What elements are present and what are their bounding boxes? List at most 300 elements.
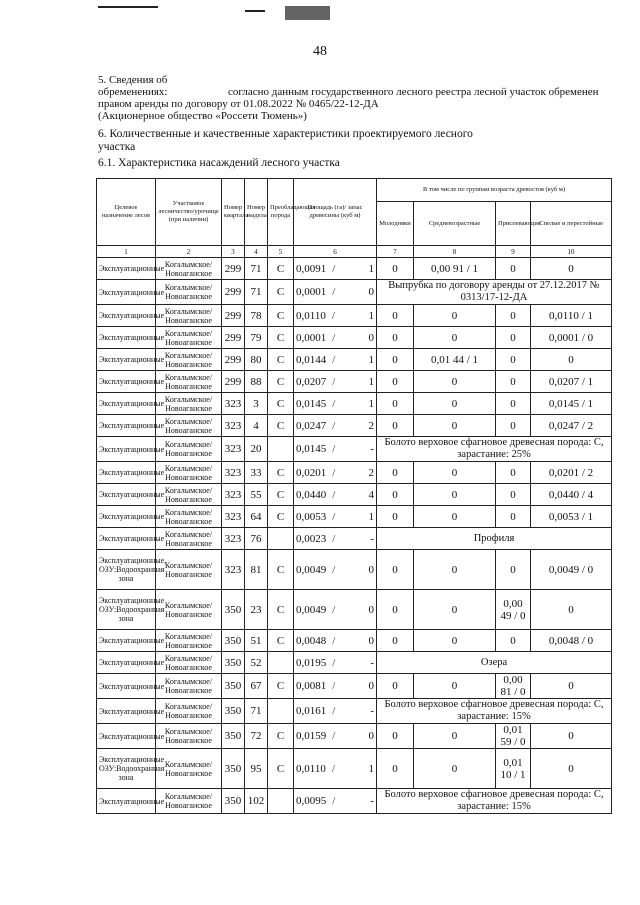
table-row — [97, 280, 612, 305]
volume-value: - — [370, 656, 374, 669]
purpose-cell: Эксплуатационные — [97, 437, 156, 462]
column-index-cell: 6 — [294, 246, 377, 258]
volume-value: 4 — [368, 488, 374, 501]
species-cell — [268, 528, 294, 550]
area-value: 0,0049 — [296, 603, 327, 616]
quarter-cell: 299 — [222, 280, 245, 305]
species-cell: С — [268, 258, 294, 280]
forestry-cell: Когалымское/ Новоаганское — [156, 462, 222, 484]
plot-cell: 88 — [245, 371, 268, 393]
species-cell: С — [268, 371, 294, 393]
species-cell: С — [268, 280, 294, 305]
note-cell: Болото верховое сфагновое древесная порода: С, зарастание: 15% — [377, 789, 612, 814]
plot-cell: 51 — [245, 630, 268, 652]
age-group-cell: 0 — [496, 550, 531, 590]
area-value: 0,0001 — [296, 286, 327, 298]
age-group-cell: 0 — [414, 484, 496, 506]
age-group-cell: 0,01 59 / 0 — [496, 724, 531, 749]
age-group-cell: 0 — [414, 371, 496, 393]
area-volume-cell — [294, 393, 377, 415]
volume-value: 0 — [368, 331, 374, 344]
forestry-cell: Когалымское/ Новоаганское — [156, 327, 222, 349]
quarter-cell: 350 — [222, 749, 245, 789]
age-group-cell: 0 — [377, 724, 414, 749]
area-value: 0,0247 — [296, 419, 327, 432]
table-row — [97, 550, 612, 590]
quarter-cell: 350 — [222, 724, 245, 749]
column-index-cell: 8 — [414, 246, 496, 258]
quarter-cell: 323 — [222, 528, 245, 550]
age-group-cell: 0 — [377, 327, 414, 349]
table-row — [97, 484, 612, 506]
scan-artifact — [285, 6, 330, 20]
age-group-cell: 0 — [496, 506, 531, 528]
slash-separator: / — [332, 730, 336, 742]
table-row — [97, 724, 612, 749]
volume-value: 1 — [368, 262, 374, 275]
age-group-cell: 0 — [496, 349, 531, 371]
volume-value: 2 — [368, 419, 374, 432]
age-group-cell: 0,0048 / 0 — [531, 630, 612, 652]
purpose-cell: Эксплуатационные — [97, 674, 156, 699]
forestry-cell: Когалымское/ Новоаганское — [156, 258, 222, 280]
volume-value: 1 — [368, 375, 374, 388]
area-volume-cell — [294, 699, 377, 724]
age-group-cell: 0 — [377, 371, 414, 393]
plot-cell: 72 — [245, 724, 268, 749]
area-value: 0,0145 — [296, 397, 327, 410]
header-species: Преобладающая порода — [268, 179, 294, 246]
column-index-cell: 7 — [377, 246, 414, 258]
purpose-cell: Эксплуатационные — [97, 528, 156, 550]
quarter-cell: 323 — [222, 550, 245, 590]
volume-value: - — [370, 795, 374, 807]
forestry-cell: Когалымское/ Новоаганское — [156, 437, 222, 462]
purpose-cell: Эксплуатационные — [97, 699, 156, 724]
forestry-cell: Когалымское/ Новоаганское — [156, 699, 222, 724]
age-group-cell: 0 — [377, 749, 414, 789]
area-volume-cell — [294, 724, 377, 749]
area-value: 0,0023 — [296, 532, 327, 545]
quarter-cell: 323 — [222, 506, 245, 528]
age-group-cell: 0,0001 / 0 — [531, 327, 612, 349]
area-volume-cell — [294, 630, 377, 652]
age-group-cell: 0 — [414, 550, 496, 590]
table-row — [97, 674, 612, 699]
slash-separator: / — [332, 262, 336, 275]
table-row — [97, 590, 612, 630]
age-group-cell: 0 — [377, 674, 414, 699]
plot-cell: 102 — [245, 789, 268, 814]
slash-separator: / — [332, 705, 336, 717]
species-cell — [268, 437, 294, 462]
age-group-cell: 0 — [496, 393, 531, 415]
forestry-cell: Когалымское/ Новоаганское — [156, 349, 222, 371]
purpose-cell: Эксплуатационные — [97, 415, 156, 437]
forestry-cell: Когалымское/ Новоаганское — [156, 393, 222, 415]
area-volume-cell — [294, 506, 377, 528]
area-volume-cell — [294, 674, 377, 699]
area-value: 0,0001 — [296, 331, 327, 344]
table-row — [97, 349, 612, 371]
scan-artifact — [245, 10, 265, 12]
area-value: 0,0145 — [296, 443, 327, 455]
species-cell: С — [268, 724, 294, 749]
area-value: 0,0440 — [296, 488, 327, 501]
table-row — [97, 789, 612, 814]
age-group-cell: 0 — [414, 749, 496, 789]
purpose-cell: Эксплуатационные — [97, 280, 156, 305]
age-group-cell: 0 — [377, 462, 414, 484]
column-index-cell: 1 — [97, 246, 156, 258]
volume-value: 0 — [368, 563, 374, 576]
slash-separator: / — [331, 309, 335, 322]
purpose-cell: Эксплуатационные — [97, 258, 156, 280]
volume-value: 1 — [368, 510, 374, 523]
volume-value: 0 — [368, 286, 374, 298]
species-cell: С — [268, 550, 294, 590]
area-volume-cell — [294, 305, 377, 327]
column-index-cell: 9 — [496, 246, 531, 258]
age-group-cell: 0,00 81 / 0 — [496, 674, 531, 699]
age-group-cell: 0,0201 / 2 — [531, 462, 612, 484]
age-group-cell: 0 — [414, 630, 496, 652]
area-volume-cell — [294, 349, 377, 371]
header-middle-aged: Средневозрастные — [414, 202, 496, 246]
forestry-cell: Когалымское/ Новоаганское — [156, 371, 222, 393]
area-volume-cell — [294, 258, 377, 280]
section6-title-line1: 6. Количественные и качественные характеристики проектируемого лесного — [98, 128, 473, 140]
area-volume-cell — [294, 652, 377, 674]
age-group-cell: 0,0247 / 2 — [531, 415, 612, 437]
species-cell: С — [268, 393, 294, 415]
age-group-cell: 0 — [531, 590, 612, 630]
age-group-cell: 0 — [377, 258, 414, 280]
area-value: 0,0144 — [296, 353, 327, 366]
purpose-cell: Эксплуатационные — [97, 724, 156, 749]
table-row — [97, 393, 612, 415]
area-volume-cell — [294, 437, 377, 462]
forestry-cell: Когалымское/ Новоаганское — [156, 528, 222, 550]
quarter-cell: 350 — [222, 699, 245, 724]
volume-value: 1 — [368, 309, 374, 322]
species-cell: С — [268, 305, 294, 327]
forestry-cell: Когалымское/ Новоаганское — [156, 305, 222, 327]
note-cell: Болото верховое сфагновое древесная порода: С, зарастание: 25% — [377, 437, 612, 462]
species-cell — [268, 789, 294, 814]
forestry-cell: Когалымское/ Новоаганское — [156, 674, 222, 699]
age-group-cell: 0 — [496, 258, 531, 280]
species-cell: С — [268, 415, 294, 437]
purpose-cell: Эксплуатационные — [97, 484, 156, 506]
area-volume-cell — [294, 462, 377, 484]
plot-cell: 78 — [245, 305, 268, 327]
age-group-cell: 0,0110 / 1 — [531, 305, 612, 327]
quarter-cell: 323 — [222, 415, 245, 437]
purpose-cell: Эксплуатационные — [97, 630, 156, 652]
plot-cell: 71 — [245, 280, 268, 305]
area-value: 0,0091 — [296, 262, 327, 275]
table-row — [97, 528, 612, 550]
plot-cell: 64 — [245, 506, 268, 528]
volume-value: 0 — [368, 680, 374, 692]
volume-value: 1 — [368, 762, 374, 775]
age-group-cell: 0 — [496, 371, 531, 393]
slash-separator: / — [331, 762, 335, 775]
age-group-cell: 0 — [531, 349, 612, 371]
area-value: 0,0161 — [296, 705, 327, 717]
area-volume-cell — [294, 327, 377, 349]
quarter-cell: 323 — [222, 437, 245, 462]
age-group-cell: 0 — [377, 349, 414, 371]
area-value: 0,0110 — [296, 762, 326, 775]
area-volume-cell — [294, 550, 377, 590]
age-group-cell: 0 — [414, 590, 496, 630]
age-group-cell: 0 — [496, 484, 531, 506]
age-group-cell: 0,0145 / 1 — [531, 393, 612, 415]
age-group-cell: 0,00 49 / 0 — [496, 590, 531, 630]
slash-separator: / — [332, 532, 336, 545]
age-group-cell: 0 — [414, 305, 496, 327]
header-maturing: Приспевающие — [496, 202, 531, 246]
age-group-cell: 0 — [496, 462, 531, 484]
volume-value: 0 — [368, 603, 374, 616]
age-group-cell: 0 — [414, 506, 496, 528]
section5-label: обременениях: — [98, 86, 168, 98]
quarter-cell: 299 — [222, 258, 245, 280]
age-group-cell: 0 — [414, 674, 496, 699]
quarter-cell: 299 — [222, 371, 245, 393]
purpose-cell: Эксплуатационные — [97, 506, 156, 528]
section5-text3: (Акционерное общество «Россети Тюмень») — [98, 110, 307, 122]
age-group-cell: 0,0207 / 1 — [531, 371, 612, 393]
forestry-cell: Когалымское/ Новоаганское — [156, 789, 222, 814]
table-row — [97, 630, 612, 652]
species-cell: С — [268, 749, 294, 789]
table-row — [97, 327, 612, 349]
volume-value: 1 — [368, 353, 374, 366]
slash-separator: / — [332, 795, 336, 807]
header-age-groups: В том числе по группам возраста древостоя (куб м) — [377, 179, 612, 202]
area-volume-cell — [294, 371, 377, 393]
area-value: 0,0081 — [296, 680, 327, 692]
volume-value: - — [370, 443, 374, 455]
slash-separator: / — [332, 419, 336, 432]
quarter-cell: 350 — [222, 652, 245, 674]
area-value: 0,0049 — [296, 563, 327, 576]
slash-separator: / — [332, 656, 336, 669]
area-volume-cell — [294, 528, 377, 550]
plot-cell: 95 — [245, 749, 268, 789]
table-row — [97, 415, 612, 437]
age-group-cell: 0 — [531, 724, 612, 749]
column-index-cell: 2 — [156, 246, 222, 258]
area-volume-cell — [294, 280, 377, 305]
plot-cell: 33 — [245, 462, 268, 484]
table-row — [97, 749, 612, 789]
slash-separator: / — [332, 353, 336, 366]
species-cell: С — [268, 590, 294, 630]
table-row — [97, 462, 612, 484]
purpose-cell: Эксплуатационные, ОЗУ:Водоохранная зона — [97, 550, 156, 590]
plot-cell: 81 — [245, 550, 268, 590]
plot-cell: 76 — [245, 528, 268, 550]
table-row — [97, 371, 612, 393]
age-group-cell: 0 — [496, 327, 531, 349]
header-purpose: Целевое назначение лесов — [97, 179, 156, 246]
scan-artifact — [98, 6, 158, 8]
note-cell: Болото верховое сфагновое древесная порода: С, зарастание: 15% — [377, 699, 612, 724]
age-group-cell: 0 — [414, 327, 496, 349]
purpose-cell: Эксплуатационные — [97, 371, 156, 393]
forestry-cell: Когалымское/ Новоаганское — [156, 590, 222, 630]
purpose-cell: Эксплуатационные — [97, 789, 156, 814]
age-group-cell: 0 — [531, 674, 612, 699]
area-value: 0,0095 — [296, 795, 327, 807]
slash-separator: / — [332, 466, 336, 479]
slash-separator: / — [332, 634, 336, 647]
volume-value: - — [370, 705, 374, 717]
table-row — [97, 437, 612, 462]
species-cell: С — [268, 349, 294, 371]
forestry-cell: Когалымское/ Новоаганское — [156, 630, 222, 652]
forestry-cell: Когалымское/ Новоаганское — [156, 652, 222, 674]
quarter-cell: 350 — [222, 630, 245, 652]
quarter-cell: 323 — [222, 393, 245, 415]
area-value: 0,0201 — [296, 466, 327, 479]
species-cell — [268, 652, 294, 674]
plot-cell: 20 — [245, 437, 268, 462]
age-group-cell: 0 — [496, 415, 531, 437]
purpose-cell: Эксплуатационные ОЗУ:Водоохранная зона — [97, 749, 156, 789]
forestry-cell: Когалымское/ Новоаганское — [156, 724, 222, 749]
area-volume-cell — [294, 484, 377, 506]
purpose-cell: Эксплуатационные — [97, 652, 156, 674]
quarter-cell: 350 — [222, 674, 245, 699]
purpose-cell: Эксплуатационные — [97, 393, 156, 415]
age-group-cell: 0 — [377, 484, 414, 506]
quarter-cell: 299 — [222, 305, 245, 327]
plot-cell: 52 — [245, 652, 268, 674]
species-cell: С — [268, 462, 294, 484]
area-value: 0,0195 — [296, 656, 327, 669]
species-cell: С — [268, 630, 294, 652]
area-volume-cell — [294, 749, 377, 789]
plot-cell: 67 — [245, 674, 268, 699]
forestry-cell: Когалымское/ Новоаганское — [156, 415, 222, 437]
plot-cell: 4 — [245, 415, 268, 437]
quarter-cell: 299 — [222, 349, 245, 371]
slash-separator: / — [332, 443, 336, 455]
column-index-cell: 5 — [268, 246, 294, 258]
column-index-row — [97, 246, 612, 258]
age-group-cell: 0 — [377, 305, 414, 327]
area-value: 0,0207 — [296, 375, 327, 388]
plot-cell: 71 — [245, 699, 268, 724]
section6-subtitle: 6.1. Характеристика насаждений лесного участка — [98, 157, 340, 169]
slash-separator: / — [332, 603, 336, 616]
plot-cell: 71 — [245, 258, 268, 280]
header-forestry: Участковое лесничество/урочище (при наличии) — [156, 179, 222, 246]
quarter-cell: 323 — [222, 484, 245, 506]
slash-separator: / — [332, 680, 336, 692]
page-number: 48 — [313, 44, 327, 59]
quarter-cell: 323 — [222, 462, 245, 484]
section6-title-line2: участка — [98, 141, 136, 153]
slash-separator: / — [332, 331, 336, 344]
plot-cell: 80 — [245, 349, 268, 371]
volume-value: 0 — [368, 634, 374, 647]
plot-cell: 3 — [245, 393, 268, 415]
age-group-cell: 0 — [377, 550, 414, 590]
age-group-cell: 0 — [377, 393, 414, 415]
volume-value: 1 — [368, 397, 374, 410]
species-cell — [268, 699, 294, 724]
forestry-cell: Когалымское/ Новоаганское — [156, 484, 222, 506]
age-group-cell: 0,01 10 / 1 — [496, 749, 531, 789]
area-volume-cell — [294, 789, 377, 814]
species-cell: С — [268, 484, 294, 506]
table-row — [97, 699, 612, 724]
purpose-cell: Эксплуатационные — [97, 349, 156, 371]
age-group-cell: 0,0053 / 1 — [531, 506, 612, 528]
age-group-cell: 0 — [531, 258, 612, 280]
volume-value: - — [370, 532, 374, 545]
forestry-cell: Когалымское/ Новоаганское — [156, 749, 222, 789]
area-volume-cell — [294, 590, 377, 630]
quarter-cell: 299 — [222, 327, 245, 349]
age-group-cell: 0,0049 / 0 — [531, 550, 612, 590]
header-young: Молодняки — [377, 202, 414, 246]
plot-cell: 55 — [245, 484, 268, 506]
age-group-cell: 0 — [414, 724, 496, 749]
header-mature: Спелые и перестойные — [531, 202, 612, 246]
header-plot: Номер выдела — [245, 179, 268, 246]
species-cell: С — [268, 506, 294, 528]
column-index-cell: 3 — [222, 246, 245, 258]
purpose-cell: Эксплуатационные — [97, 327, 156, 349]
forestry-cell: Когалымское/ Новоаганское — [156, 550, 222, 590]
section5-text2: правом аренды по договору от 01.08.2022 № 0465/22-12-ДА — [98, 98, 379, 110]
species-cell: С — [268, 674, 294, 699]
age-group-cell: 0 — [531, 749, 612, 789]
area-value: 0,0053 — [296, 510, 327, 523]
age-group-cell: 0 — [414, 462, 496, 484]
purpose-cell: Эксплуатационные — [97, 462, 156, 484]
purpose-cell: Эксплуатационные ОЗУ:Водоохранная зона — [97, 590, 156, 630]
section5-title: 5. Сведения об — [98, 74, 168, 86]
slash-separator: / — [332, 563, 336, 576]
age-group-cell: 0 — [377, 415, 414, 437]
column-index-cell: 10 — [531, 246, 612, 258]
quarter-cell: 350 — [222, 590, 245, 630]
table-row — [97, 506, 612, 528]
area-value: 0,0048 — [296, 634, 327, 647]
forestry-cell: Когалымское/ Новоаганское — [156, 280, 222, 305]
age-group-cell: 0 — [496, 630, 531, 652]
species-cell: С — [268, 327, 294, 349]
forestry-cell: Когалымское/ Новоаганское — [156, 506, 222, 528]
header-area-volume: Площадь (га)/ запас древесины (куб м) — [294, 179, 377, 246]
age-group-cell: 0,00 91 / 1 — [414, 258, 496, 280]
quarter-cell: 350 — [222, 789, 245, 814]
age-group-cell: 0 — [414, 393, 496, 415]
plantation-table — [96, 178, 612, 814]
age-group-cell: 0 — [414, 415, 496, 437]
age-group-cell: 0 — [377, 630, 414, 652]
volume-value: 0 — [368, 730, 374, 742]
header-quarter: Номер квартала — [222, 179, 245, 246]
